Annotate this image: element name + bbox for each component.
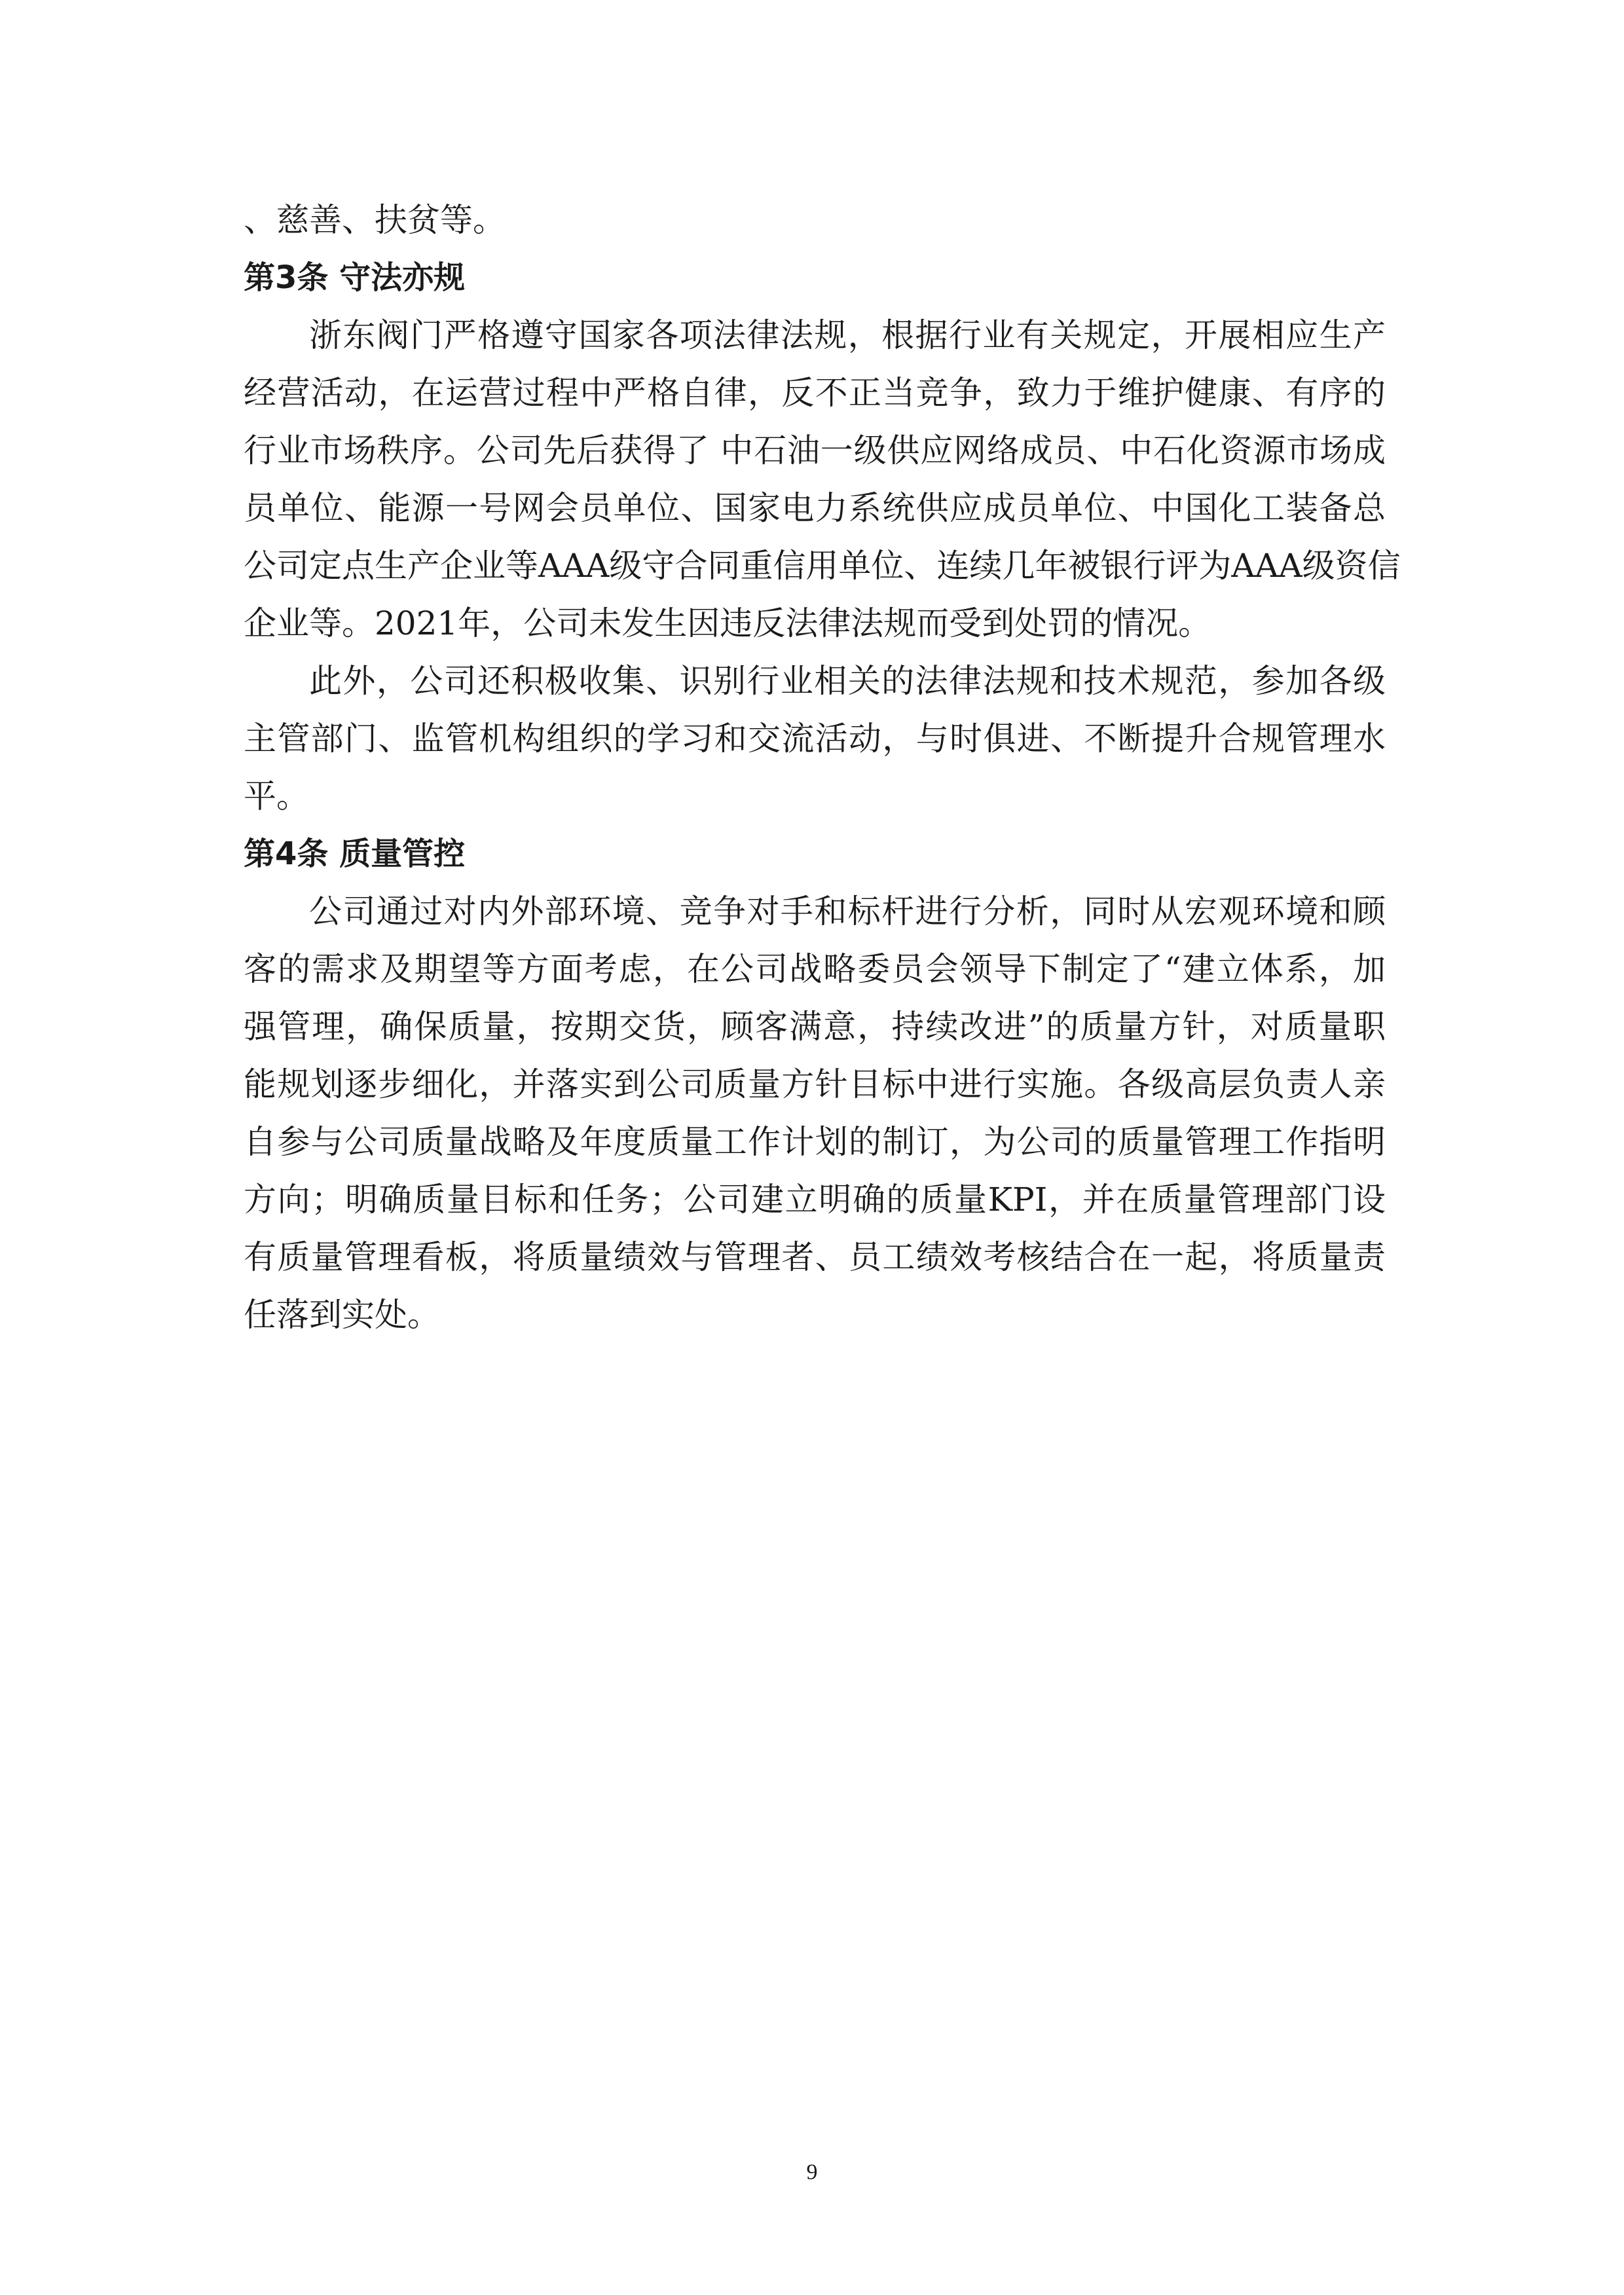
paragraph-line: 有质量管理看板，将质量绩效与管理者、员工绩效考核结合在一起，将质量责	[244, 1238, 1386, 1276]
page-number: 9	[806, 2160, 818, 2184]
paragraph-line: 公司通过对内外部环境、竞争对手和标杆进行分析，同时从宏观环境和顾	[309, 892, 1386, 930]
paragraph-line: 平。	[244, 777, 309, 815]
paragraph-line: 浙东阀门严格遵守国家各项法律法规，根据行业有关规定，开展相应生产	[309, 316, 1386, 354]
paragraph-line: 公司定点生产企业等AAA级守合同重信用单位、连续几年被银行评为AAA级资信	[244, 547, 1401, 585]
paragraph-line: 行业市场秩序。公司先后获得了 中石油一级供应网络成员、中石化资源市场成	[244, 431, 1386, 469]
paragraph-line: 能规划逐步细化，并落实到公司质量方针目标中进行实施。各级高层负责人亲	[244, 1065, 1386, 1103]
section-3-paragraph-1	[244, 306, 1401, 652]
paragraph-line: 自参与公司质量战略及年度质量工作计划的制订，为公司的质量管理工作指明	[244, 1123, 1386, 1161]
paragraph-line: 主管部门、监管机构组织的学习和交流活动，与时俱进、不断提升合规管理水	[244, 720, 1386, 758]
section-3-paragraph-2	[244, 652, 1386, 825]
paragraph-line: 企业等。2021年，公司未发生因违反法律法规而受到处罚的情况。	[244, 604, 1211, 642]
paragraph-line: 员单位、能源一号网会员单位、国家电力系统供应成员单位、中国化工装备总	[244, 489, 1386, 527]
paragraph-line: 客的需求及期望等方面考虑，在公司战略委员会领导下制定了“建立体系，加	[244, 950, 1386, 988]
section-3-heading: 第3条 守法亦规	[244, 259, 466, 296]
paragraph-line: 任落到实处。	[244, 1296, 440, 1334]
section-4-paragraph-1	[244, 883, 1386, 1344]
continuation-line: 、慈善、扶贫等。	[244, 201, 506, 239]
section-4-heading: 第4条 质量管控	[244, 835, 466, 872]
paragraph-line: 此外，公司还积极收集、识别行业相关的法律法规和技术规范，参加各级	[309, 662, 1386, 700]
paragraph-line: 方向；明确质量目标和任务；公司建立明确的质量KPI，并在质量管理部门设	[244, 1181, 1386, 1219]
paragraph-line: 强管理，确保质量，按期交货，顾客满意，持续改进”的质量方针，对质量职	[244, 1008, 1386, 1046]
paragraph-line: 经营活动，在运营过程中严格自律，反不正当竞争，致力于维护健康、有序的	[244, 374, 1386, 412]
page-body	[244, 191, 1401, 1344]
